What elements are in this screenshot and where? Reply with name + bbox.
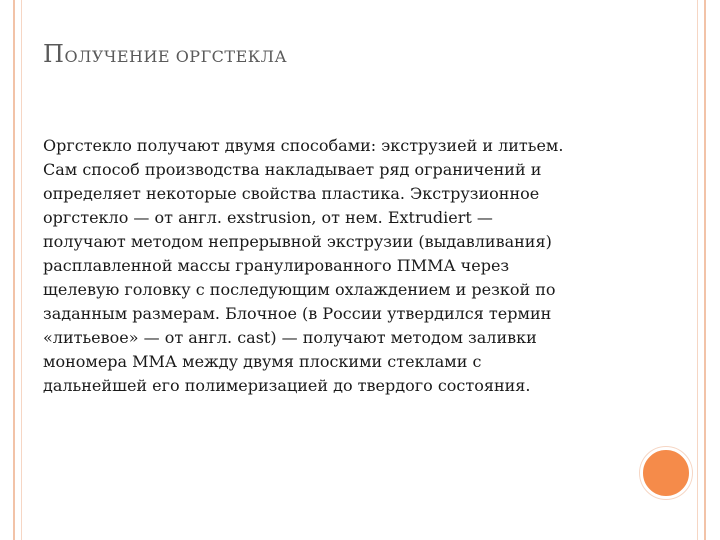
body-line: Сам способ производства накладывает ряд ограничений и: [43, 160, 542, 179]
body-line: оргстекло — от англ. exstrusion, от нем. Extrudiert —: [43, 208, 493, 227]
decorative-circle: [640, 447, 692, 499]
body-line: «литьевое» — от англ. cast) — получают методом заливки: [43, 328, 537, 347]
title-first-letter: П: [43, 40, 65, 68]
slide-title: [43, 40, 663, 68]
body-line: заданным размерам. Блочное (в России утвердился термин: [43, 304, 552, 323]
body-line: щелевую головку с последующим охлаждением и резкой по: [43, 280, 556, 299]
body-line: Оргстекло получают двумя способами: экструзией и литьем.: [43, 136, 564, 155]
title-rest: ОЛУЧЕНИЕ ОРГСТЕКЛА: [64, 47, 288, 66]
body-line: расплавленной массы гранулированного ПММА через: [43, 256, 510, 275]
slide-body: [43, 134, 643, 398]
body-line: определяет некоторые свойства пластика. Экструзионное: [43, 184, 540, 203]
body-line: мономера ММА между двумя плоскими стеклами с: [43, 352, 482, 371]
body-line: получают методом непрерывной экструзии (выдавливания): [43, 232, 552, 251]
body-line: дальнейшей его полимеризацией до твердого состояния.: [43, 376, 531, 395]
